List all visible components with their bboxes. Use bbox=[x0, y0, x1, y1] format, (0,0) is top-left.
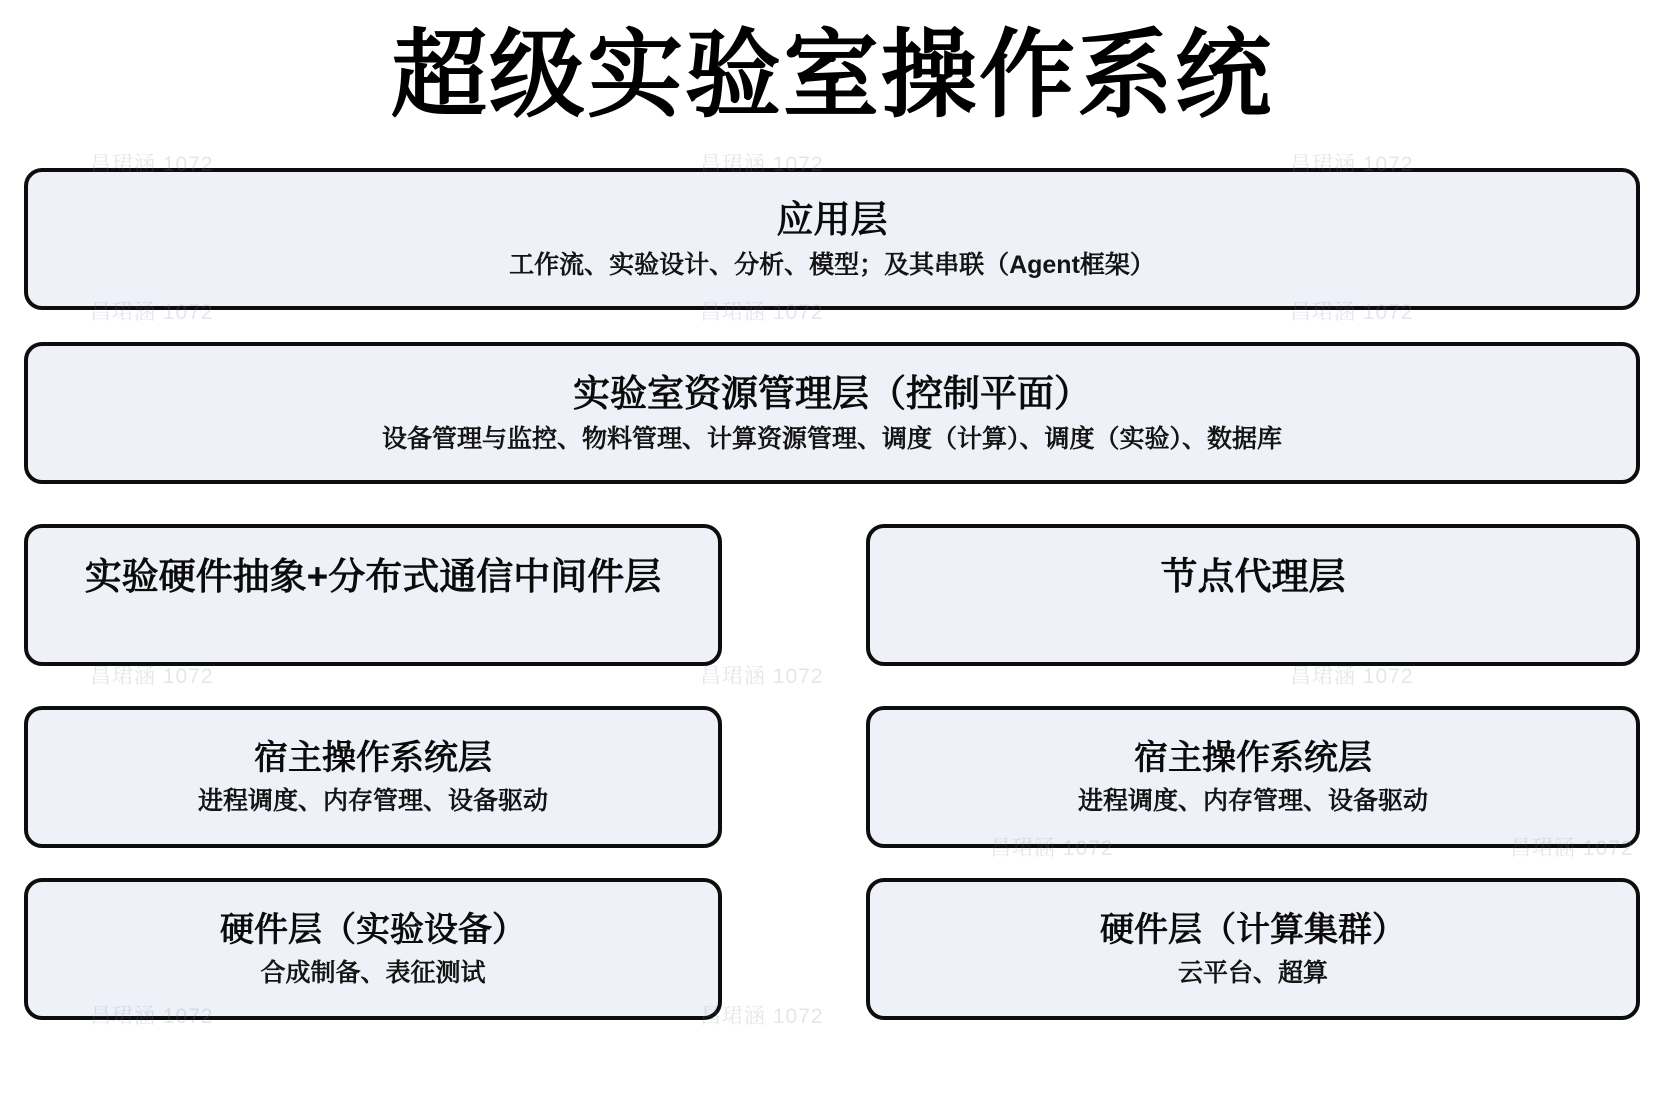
layer-hardware-abstraction-layer[interactable] bbox=[24, 524, 722, 666]
watermark-text: 昌珺涵 1072 bbox=[1290, 665, 1414, 688]
watermark-text: 昌珺涵 1072 bbox=[90, 1005, 214, 1028]
watermark-text: 昌珺涵 1072 bbox=[90, 153, 214, 176]
layer-host-os-layer-right[interactable] bbox=[866, 706, 1640, 848]
watermark-text: 昌珺涵 1072 bbox=[700, 153, 824, 176]
watermark-text: 昌珺涵 1072 bbox=[700, 1005, 824, 1028]
layer-title: 节点代理层 bbox=[1160, 556, 1346, 597]
layer-title: 实验室资源管理层（控制平面） bbox=[573, 372, 1091, 414]
layer-title: 宿主操作系统层 bbox=[1134, 738, 1372, 777]
watermark-text: 昌珺涵 1072 bbox=[90, 665, 214, 688]
layer-application-layer[interactable] bbox=[24, 168, 1640, 310]
layer-hardware-layer-cluster[interactable] bbox=[866, 878, 1640, 1020]
layer-host-os-layer-left[interactable] bbox=[24, 706, 722, 848]
layer-node-agent-layer[interactable] bbox=[866, 524, 1640, 666]
watermark-text: 昌珺涵 1072 bbox=[1290, 301, 1414, 324]
layer-title: 硬件层（实验设备） bbox=[220, 910, 526, 949]
watermark-text: 昌珺涵 1072 bbox=[1290, 153, 1414, 176]
watermark-text: 昌珺涵 1072 bbox=[90, 301, 214, 324]
layer-subtitle: 进程调度、内存管理、设备驱动 bbox=[1077, 787, 1428, 815]
watermark-text: 昌珺涵 1072 bbox=[700, 665, 824, 688]
layer-title: 实验硬件抽象+分布式通信中间件层 bbox=[84, 556, 662, 597]
layer-title: 应用层 bbox=[776, 198, 888, 240]
layer-subtitle: 设备管理与监控、物料管理、计算资源管理、调度（计算）、调度（实验）、数据库 bbox=[381, 424, 1282, 453]
watermark-text: 昌珺涵 1072 bbox=[990, 837, 1114, 860]
layer-subtitle: 云平台、超算 bbox=[1177, 959, 1328, 987]
watermark-text: 昌珺涵 1072 bbox=[1510, 837, 1634, 860]
layer-subtitle: 进程调度、内存管理、设备驱动 bbox=[197, 787, 548, 815]
layer-subtitle: 工作流、实验设计、分析、模型；及其串联（Agent框架） bbox=[509, 250, 1155, 279]
page-title: 超级实验室操作系统 bbox=[391, 22, 1273, 129]
layer-title: 硬件层（计算集群） bbox=[1100, 910, 1406, 949]
layer-subtitle: 合成制备、表征测试 bbox=[260, 959, 486, 987]
layer-title: 宿主操作系统层 bbox=[254, 738, 492, 777]
watermark-text: 昌珺涵 1072 bbox=[700, 301, 824, 324]
layer-hardware-layer-equipment[interactable] bbox=[24, 878, 722, 1020]
layer-resource-management-layer[interactable] bbox=[24, 342, 1640, 484]
